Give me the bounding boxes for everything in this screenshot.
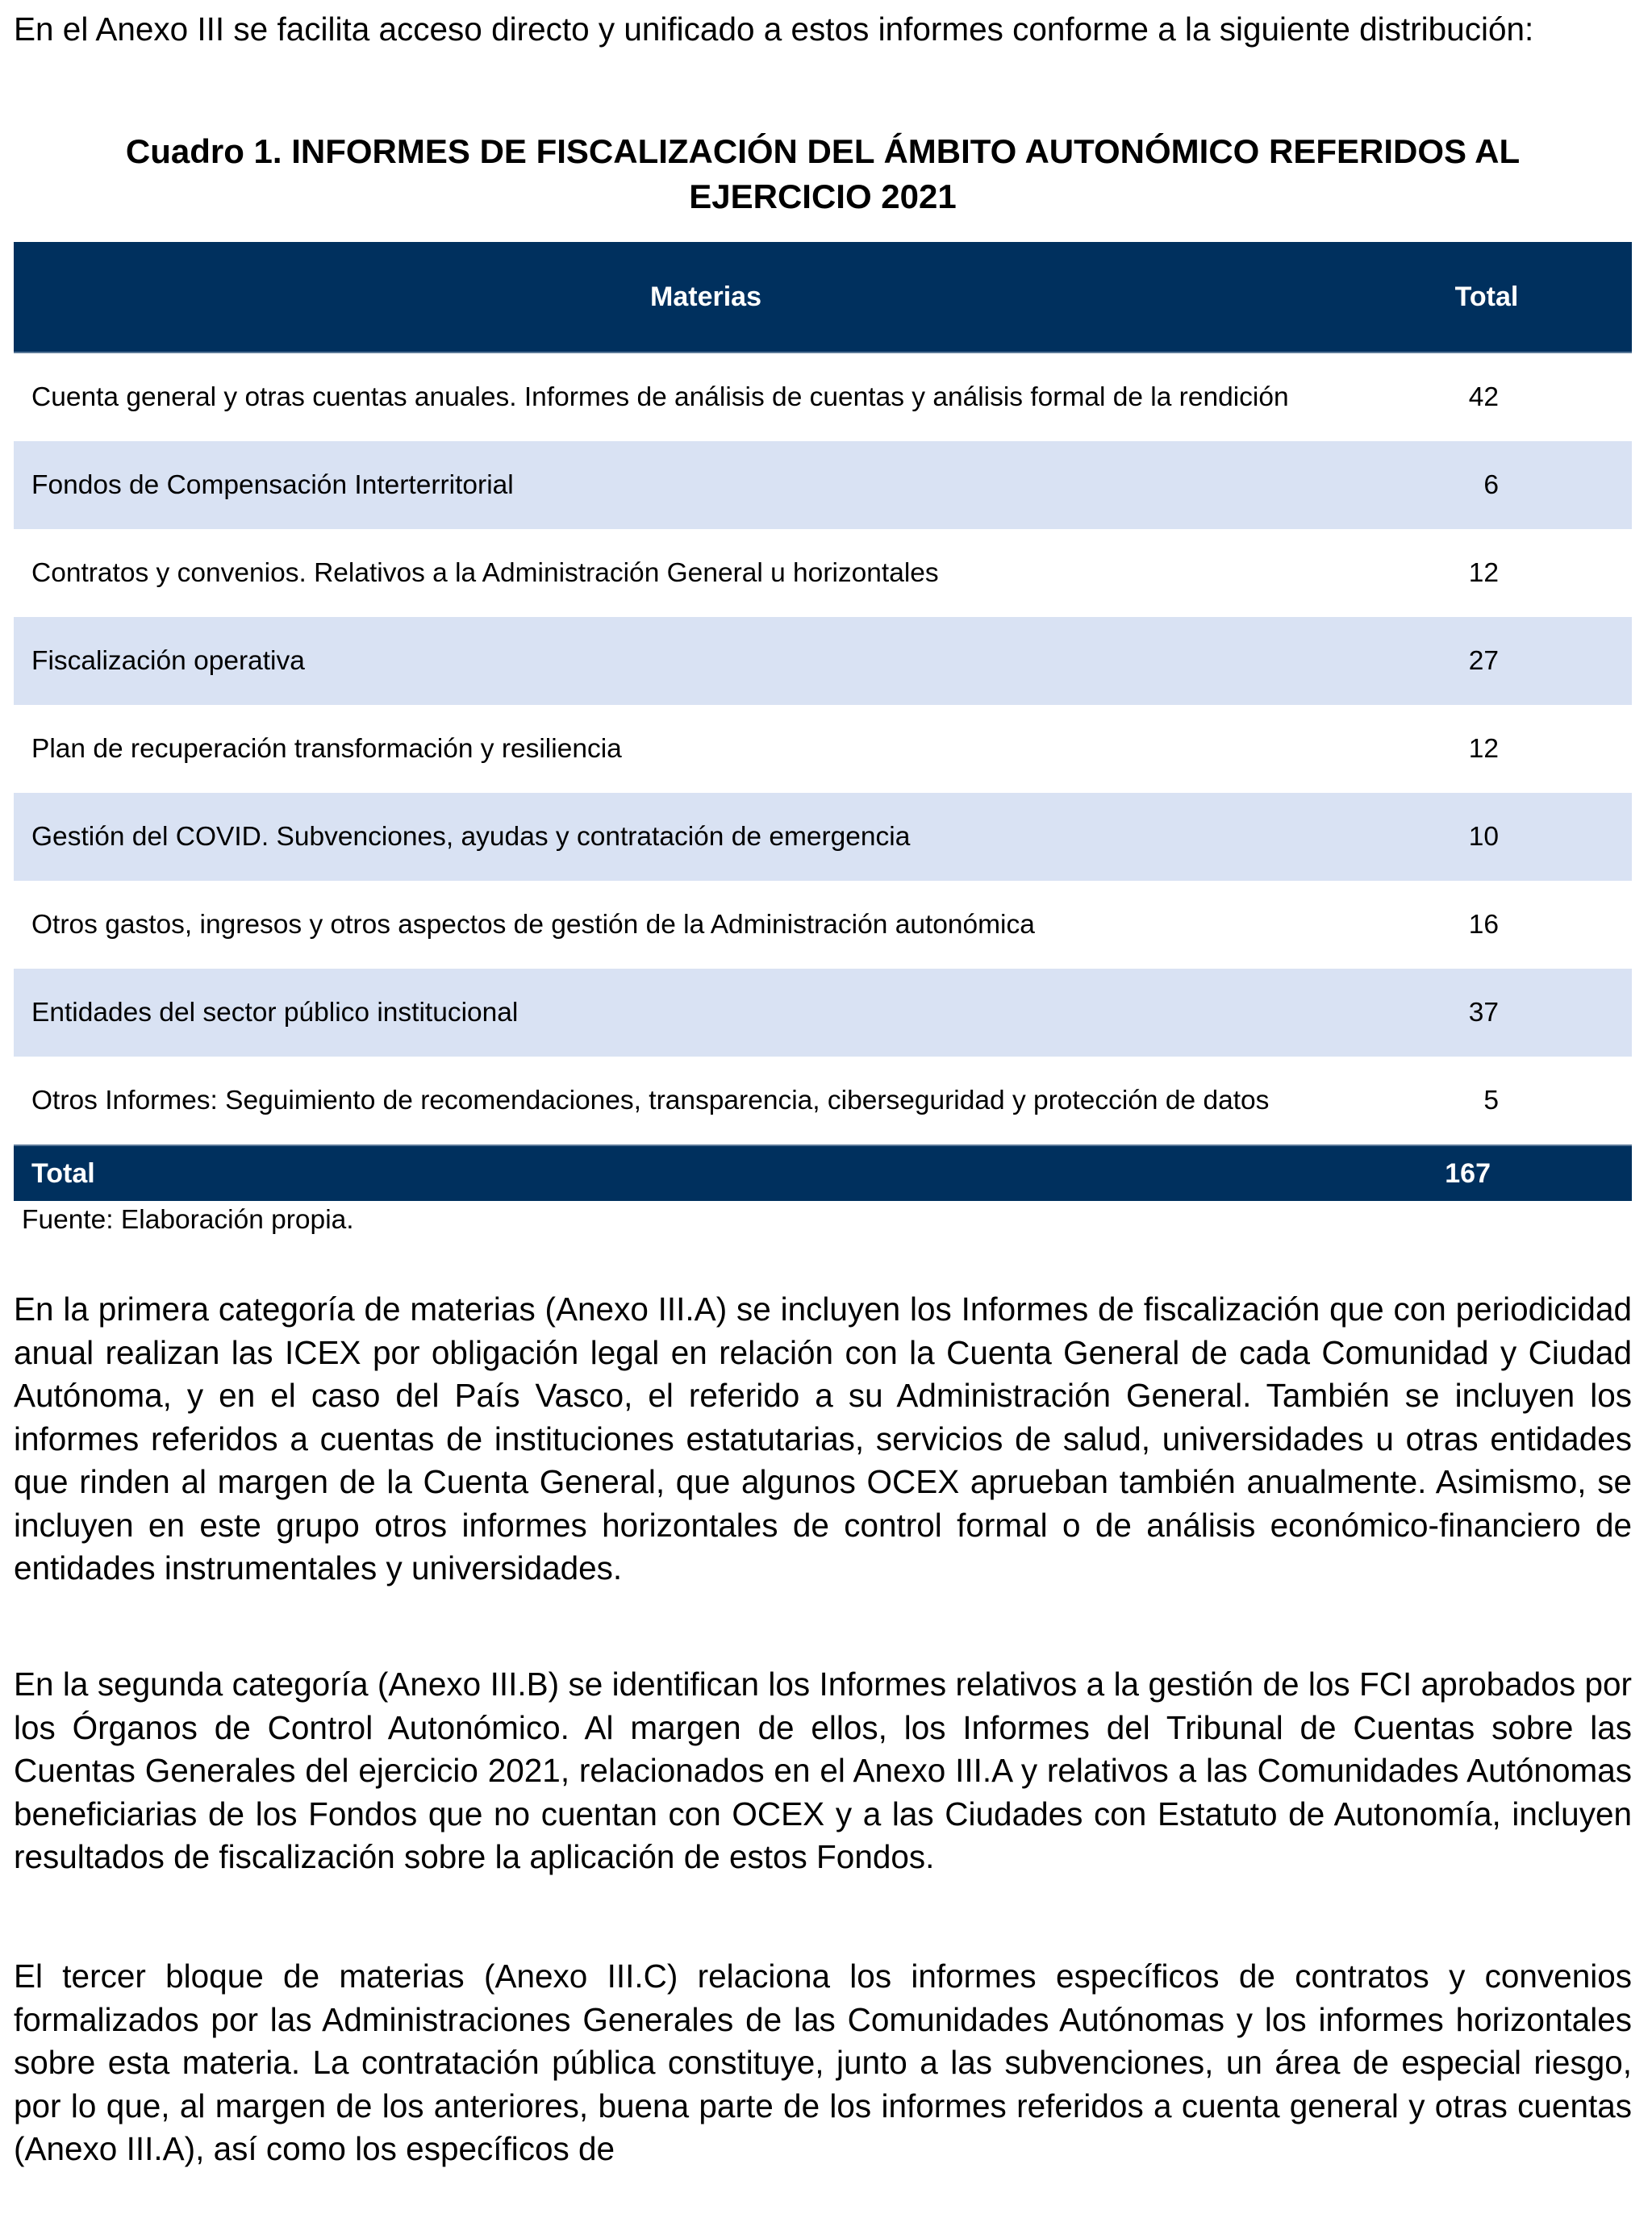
row-materia: Otros Informes: Seguimiento de recomendaciones, transparencia, ciberseguridad y protección de datos bbox=[31, 1085, 1270, 1115]
row-total: 12 bbox=[1468, 557, 1499, 588]
row-materia: Cuenta general y otras cuentas anuales. Informes de análisis de cuentas y análisis formal de la rendición bbox=[31, 382, 1289, 412]
row-materia: Fondos de Compensación Interterritorial bbox=[31, 469, 514, 500]
intro-paragraph: En el Anexo III se facilita acceso directo y unificado a estos informes conforme a la siguiente distribución: bbox=[14, 10, 1534, 48]
row-total: 16 bbox=[1468, 909, 1499, 940]
row-total: 12 bbox=[1468, 733, 1499, 764]
row-materia: Otros gastos, ingresos y otros aspectos de gestión de la Administración autonómica bbox=[31, 909, 1035, 940]
row-total: 42 bbox=[1468, 382, 1499, 412]
table-total-row bbox=[14, 1145, 1632, 1201]
table-row bbox=[14, 617, 1632, 705]
row-total: 27 bbox=[1468, 645, 1499, 676]
table-row bbox=[14, 353, 1632, 441]
table-title bbox=[14, 129, 1632, 219]
row-materia: Plan de recuperación transformación y resiliencia bbox=[31, 733, 622, 764]
row-materia: Contratos y convenios. Relativos a la Administración General u horizontales bbox=[31, 557, 939, 588]
paragraph-anexo-iii-b: En la segunda categoría (Anexo III.B) se identifican los Informes relativos a la gestión de los FCI aprobados por los Órganos de Control Autonómico. Al margen de ellos, los Informes del Tribunal de Cuentas sobre las Cuentas Generales del ejercicio 2021, relacionados en el Anexo III.A y relativos a las Comunidades Autónomas beneficiarias de los Fondos que no cuentan con OCEX y a las Ciudades con Estatuto de Autonomía, incluyen resultados de fiscalización sobre la aplicación de estos Fondos. bbox=[14, 1666, 1632, 1875]
row-total: 5 bbox=[1483, 1085, 1499, 1115]
table-row bbox=[14, 793, 1632, 881]
table-row bbox=[14, 705, 1632, 793]
table-row bbox=[14, 1057, 1632, 1145]
row-total: 6 bbox=[1483, 469, 1499, 500]
header-materias: Materias bbox=[650, 281, 761, 312]
row-total: 10 bbox=[1468, 821, 1499, 852]
table-row bbox=[14, 441, 1632, 529]
table-header bbox=[14, 242, 1632, 353]
table-title-line-2: EJERCICIO 2021 bbox=[689, 177, 957, 215]
informes-table bbox=[14, 242, 1632, 1201]
table-title-line-1: Cuadro 1. INFORMES DE FISCALIZACIÓN DEL ÁMBITO AUTONÓMICO REFERIDOS AL bbox=[125, 132, 1521, 170]
row-materia: Gestión del COVID. Subvenciones, ayudas y contratación de emergencia bbox=[31, 821, 911, 852]
row-materia: Fiscalización operativa bbox=[31, 645, 305, 676]
paragraph-anexo-iii-c: El tercer bloque de materias (Anexo III.C) relaciona los informes específicos de contratos y convenios formalizados por las Administraciones Generales de las Comunidades Autónomas y los informes horizontales sobre esta materia. La contratación pública constituye, junto a las subvenciones, un área de especial riesgo, por lo que, al margen de los anteriores, buena parte de los informes referidos a cuenta general y otras cuentas (Anexo III.A), así como los específicos de bbox=[14, 1958, 1632, 2167]
table-row bbox=[14, 529, 1632, 617]
header-total: Total bbox=[1454, 281, 1519, 312]
total-label: Total bbox=[31, 1157, 95, 1189]
table-source-note: Fuente: Elaboración propia. bbox=[22, 1205, 354, 1235]
paragraph-anexo-iii-a: En la primera categoría de materias (Anexo III.A) se incluyen los Informes de fiscalización que con periodicidad anual realizan las ICEX por obligación legal en relación con la Cuenta General de cada Comunidad y Ciudad Autónoma, y en el caso del País Vasco, el referido a su Administración General. También se incluyen los informes referidos a cuentas de instituciones estatutarias, servicios de salud, universidades u otras entidades que rinden al margen de la Cuenta General, que algunos OCEX aprueban también anualmente. Asimismo, se incluyen en este grupo otros informes horizontales de control formal o de análisis económico-financiero de entidades instrumentales y universidades. bbox=[14, 1290, 1632, 1586]
row-materia: Entidades del sector público institucional bbox=[31, 997, 519, 1028]
table-row bbox=[14, 881, 1632, 969]
table-row bbox=[14, 969, 1632, 1057]
total-value: 167 bbox=[1445, 1157, 1491, 1189]
row-total: 37 bbox=[1468, 997, 1499, 1028]
